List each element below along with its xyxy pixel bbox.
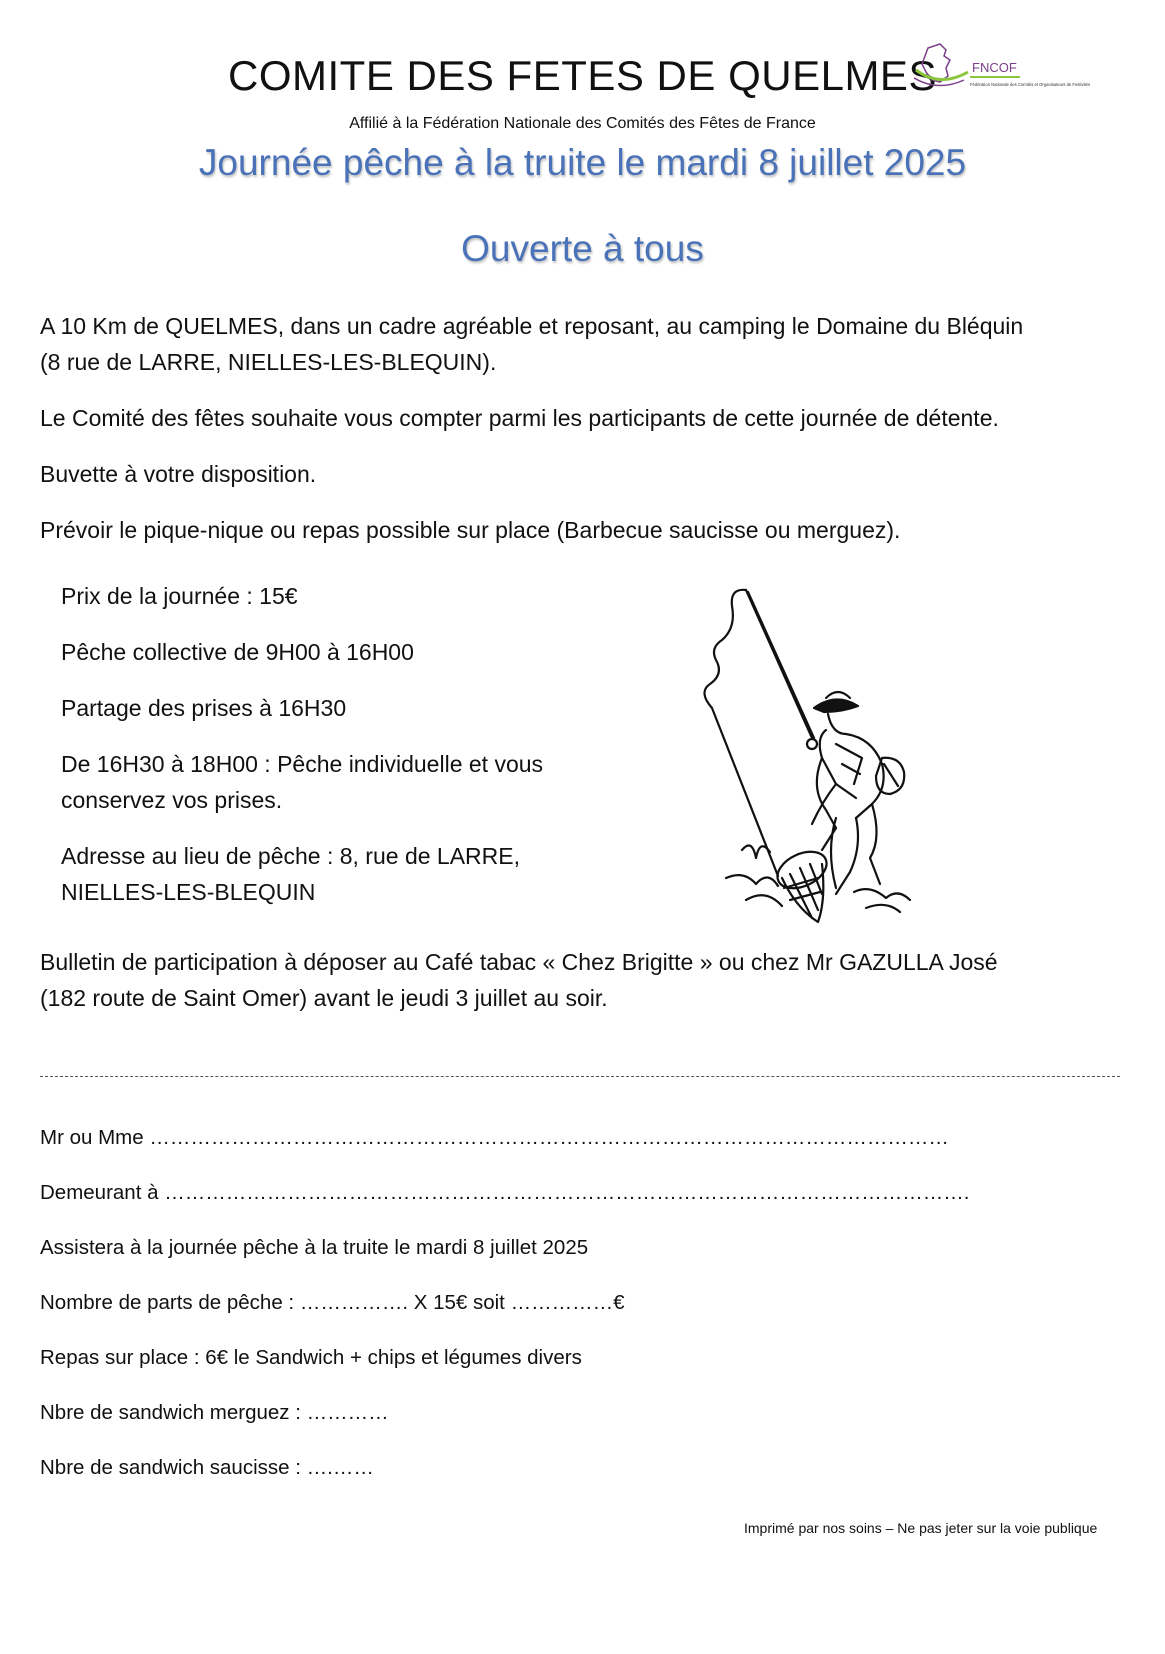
food-text: Prévoir le pique-nique ou repas possible sur place (Barbecue saucisse ou merguez). <box>40 517 901 543</box>
collective-fishing-text: Pêche collective de 9H00 à 16H00 <box>61 639 414 665</box>
sharing-text: Partage des prises à 16H30 <box>61 695 347 721</box>
bar-text: Buvette à votre disposition. <box>40 461 317 487</box>
invitation-text: Le Comité des fêtes souhaite vous compter parmi les participants de cette journée de détente. <box>40 405 999 431</box>
name-field-line: Mr ou Mme ……………………………………………………………………………………………………… <box>40 1126 949 1149</box>
fisherman-illustration <box>686 588 946 928</box>
location-line-1: A 10 Km de QUELMES, dans un cadre agréable et reposant, au camping le Domaine du Bléquin <box>40 313 1024 339</box>
address-line-1: Adresse au lieu de pêche : 8, rue de LARRE, <box>61 843 521 869</box>
affiliation-text: Affilié à la Fédération Nationale des Comités des Fêtes de France <box>349 115 816 132</box>
logo-caption: Fédération Nationale des Comités et Organisateurs de Festivités <box>970 82 1091 87</box>
page-title: COMITE DES FETES DE QUELMES <box>228 52 937 99</box>
bulletin-line-2: (182 route de Saint Omer) avant le jeudi 3 juillet au soir. <box>40 985 608 1011</box>
footer-note: Imprimé par nos soins – Ne pas jeter sur la voie publique <box>744 1520 1098 1536</box>
cut-line-divider <box>40 1076 1120 1077</box>
residence-field-line: Demeurant à ………………………………………………………………………………………………………. <box>40 1181 970 1204</box>
merguez-field-line: Nbre de sandwich merguez : ………… <box>40 1401 389 1424</box>
logo-text: FNCOF <box>972 60 1017 75</box>
event-headline: Journée pêche à la truite le mardi 8 juillet 2025 <box>198 142 967 183</box>
meal-text: Repas sur place : 6€ le Sandwich + chips et légumes divers <box>40 1346 582 1369</box>
address-line-2: NIELLES-LES-BLEQUIN <box>61 879 316 905</box>
saucisse-field-line: Nbre de sandwich saucisse : ….…… <box>40 1456 374 1479</box>
shares-field-line: Nombre de parts de pêche : ……………. X 15€ soit ……………€ <box>40 1291 625 1314</box>
individual-fishing-line-2: conservez vos prises. <box>61 787 283 813</box>
open-to-all-heading: Ouverte à tous <box>461 228 704 269</box>
individual-fishing-line-1: De 16H30 à 18H00 : Pêche individuelle et vous <box>61 751 544 777</box>
fncof-logo <box>910 42 1091 102</box>
price-text: Prix de la journée : 15€ <box>61 583 298 609</box>
attendance-text: Assistera à la journée pêche à la truite le mardi 8 juillet 2025 <box>40 1236 589 1259</box>
location-line-2: (8 rue de LARRE, NIELLES-LES-BLEQUIN). <box>40 349 497 375</box>
bulletin-line-1: Bulletin de participation à déposer au Café tabac « Chez Brigitte » ou chez Mr GAZULLA José <box>40 949 998 975</box>
